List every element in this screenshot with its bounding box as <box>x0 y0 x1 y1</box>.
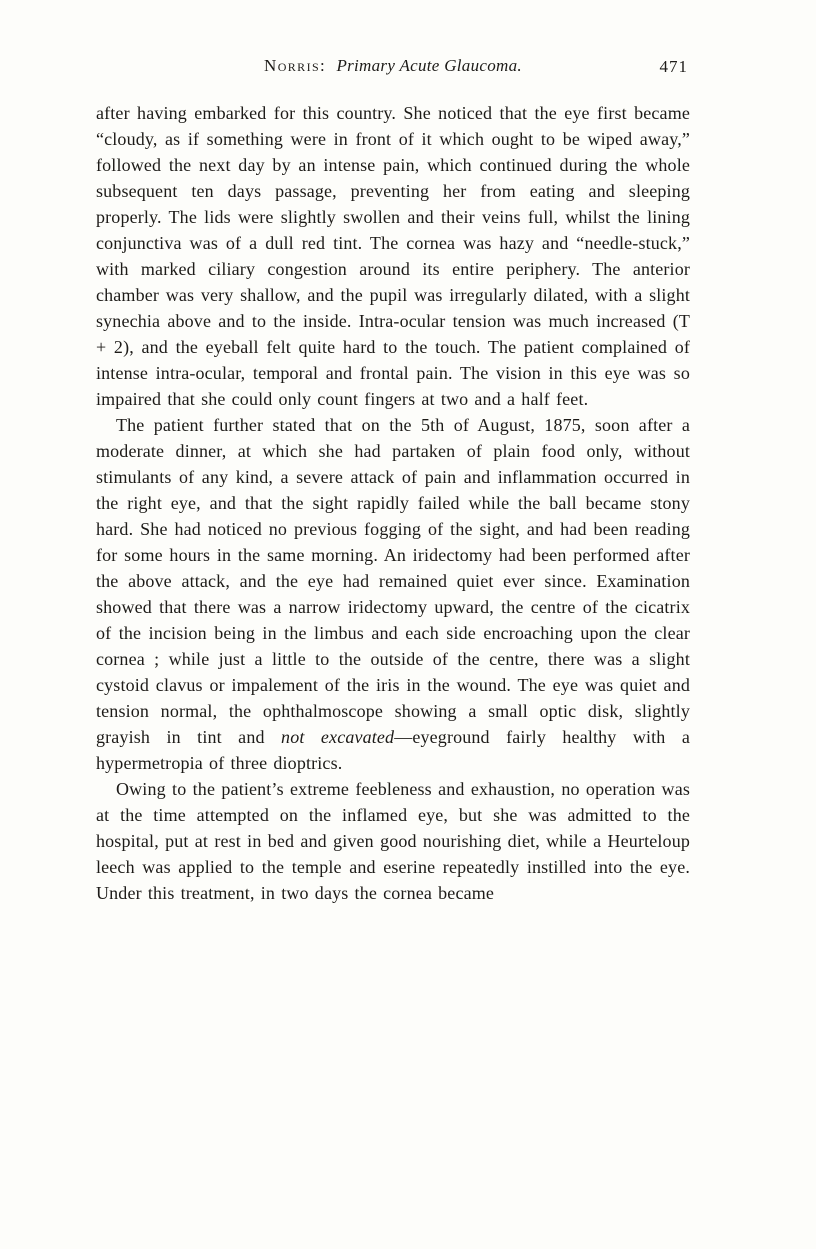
page-number: 471 <box>659 57 688 76</box>
paragraph: Owing to the patient’s extreme feebleness and exhaustion, no operation was at the time attempted on the inflamed eye, but she was admitted to the hospital, put at rest in bed and given good nourishing diet, while a Heurteloup leech was applied to the temple and eserine repeatedly instilled into the eye. Under this treatment, in two days the cornea became <box>96 779 690 903</box>
paragraph-text: The patient further stated that on the 5th of August, 1875, soon after a moderate dinner, at which she had partaken of plain food only, without stimulants of any kind, a severe attack of pain and inflammation occurred in the right eye, and that the sight rapidly failed while the ball became stony hard. She had noticed no previous fogging of the sight, and had been reading for some hours in the same morning. An iridectomy had been performed after the above attack, and the eye had remained quiet ever since. Examination showed that there was a narrow iridectomy upward, the centre of the cicatrix of the incision being in the limbus and each side encroaching upon the clear cornea ; while just a little to the outside of the centre, there was a slight cystoid clavus or impalement of the iris in the wound. The eye was quiet and tension normal, the ophthalmoscope showing a small optic disk, slightly grayish in tint and <box>96 415 690 747</box>
body-text <box>96 100 690 906</box>
italic-phrase: not excavated <box>281 727 395 747</box>
paragraph-text: —eyeground fairly healthy with a hypermetropia of three dioptrics. <box>96 727 690 773</box>
paragraph <box>96 412 690 776</box>
running-header <box>96 56 690 82</box>
running-head-title: Primary Acute Glaucoma. <box>336 56 522 75</box>
running-head-author: Norris: <box>264 56 327 75</box>
paragraph-continuation: after having embarked for this country. She noticed that the eye first became “cloudy, as if something were in front of it which ought to be wiped away,” followed the next day by an intense pain, which continued during the whole subsequent ten days passage, preventing her from eating and sleeping properly. The lids were slightly swollen and their veins full, whilst the lining conjunctiva was of a dull red tint. The cornea was hazy and “needle-stuck,” with marked ciliary congestion around its entire periphery. The anterior chamber was very shallow, and the pupil was irregularly dilated, with a slight synechia above and to the inside. Intra-ocular tension was much increased (T + 2), and the eyeball felt quite hard to the touch. The patient complained of intense intra-ocular, temporal and frontal pain. The vision in this eye was so impaired that she could only count fingers at two and a half feet. <box>96 103 690 409</box>
